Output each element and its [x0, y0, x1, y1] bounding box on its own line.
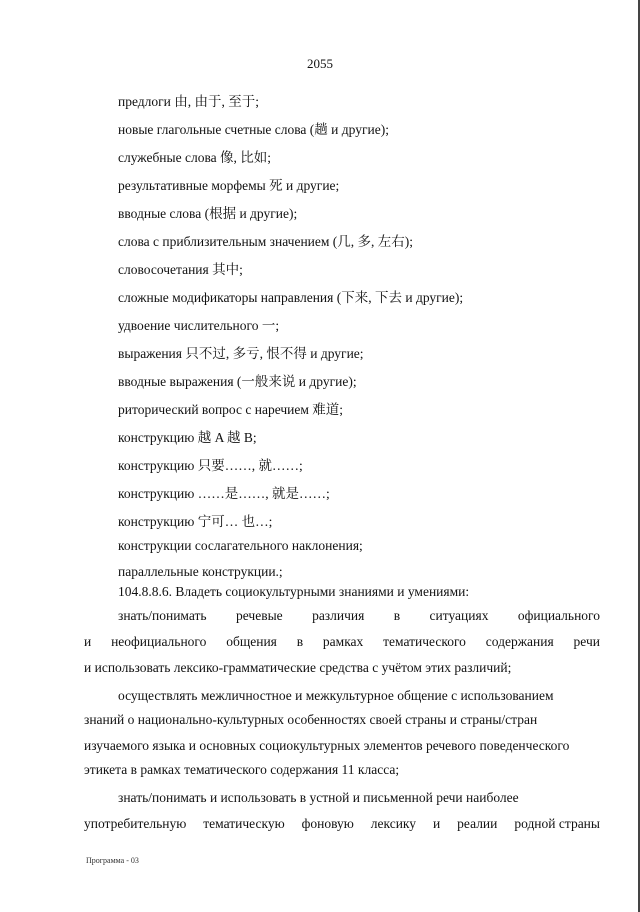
- list-item: вводные выражения (一般来说 и другие);: [118, 374, 357, 389]
- list-item: конструкцию 宁可… 也…;: [118, 514, 273, 529]
- list-item: параллельные конструкции.;: [118, 564, 283, 579]
- section-heading: 104.8.8.6. Владеть социокультурными знаниями и умениями:: [118, 584, 470, 599]
- list-item: словосочетания 其中;: [118, 262, 243, 277]
- paragraph-2-line-1: осуществлять межличностное и межкультурное общение с использованием: [118, 688, 554, 703]
- list-item: служебные слова 像, 比如;: [118, 150, 272, 165]
- paragraph-2-line-2: знаний о национально-культурных особенностях своей страны и страны/стран: [84, 712, 538, 727]
- list-item: вводные слова (根据 и другие);: [118, 206, 298, 221]
- footer-note: Программа - 03: [86, 856, 139, 865]
- paragraph-2-line-4: этикета в рамках тематического содержания 11 класса;: [84, 762, 400, 777]
- list-item: конструкцию ……是……, 就是……;: [118, 486, 330, 501]
- list-item: результативные морфемы 死 и другие;: [118, 178, 340, 193]
- paragraph-1-line-3: и использовать лексико-грамматические средства с учётом этих различий;: [84, 660, 512, 675]
- paragraph-1-line-2: и неофициального общения в рамках тематического содержания речи: [84, 634, 600, 649]
- list-item: конструкцию 只要……, 就……;: [118, 458, 303, 473]
- list-item: сложные модификаторы направления (下来, 下去 и другие);: [118, 290, 464, 305]
- paragraph-3-line-1: знать/понимать и использовать в устной и письменной речи наиболее: [118, 790, 519, 805]
- list-item: риторический вопрос с наречием 难道;: [118, 402, 344, 417]
- list-item: удвоение числительного 一;: [118, 318, 280, 333]
- list-item: выражения 只不过, 多亏, 恨不得 и другие;: [118, 346, 364, 361]
- page-number: 2055: [307, 56, 333, 71]
- list-item: слова с приблизительным значением (几, 多, 左右);: [118, 234, 414, 249]
- list-item: новые глагольные счетные слова (趟 и другие);: [118, 122, 389, 137]
- list-item: конструкцию 越 A 越 B;: [118, 430, 257, 445]
- list-item: предлоги 由, 由于, 至于;: [118, 94, 260, 109]
- paragraph-2-line-3: изучаемого языка и основных социокультурных элементов речевого поведенческого: [84, 738, 570, 753]
- paragraph-3-line-2: употребительную тематическую фоновую лексику и реалии родной страны: [84, 816, 600, 831]
- list-item: конструкции сослагательного наклонения;: [118, 538, 363, 553]
- paragraph-1-line-1: знать/понимать речевые различия в ситуациях официального: [118, 608, 600, 623]
